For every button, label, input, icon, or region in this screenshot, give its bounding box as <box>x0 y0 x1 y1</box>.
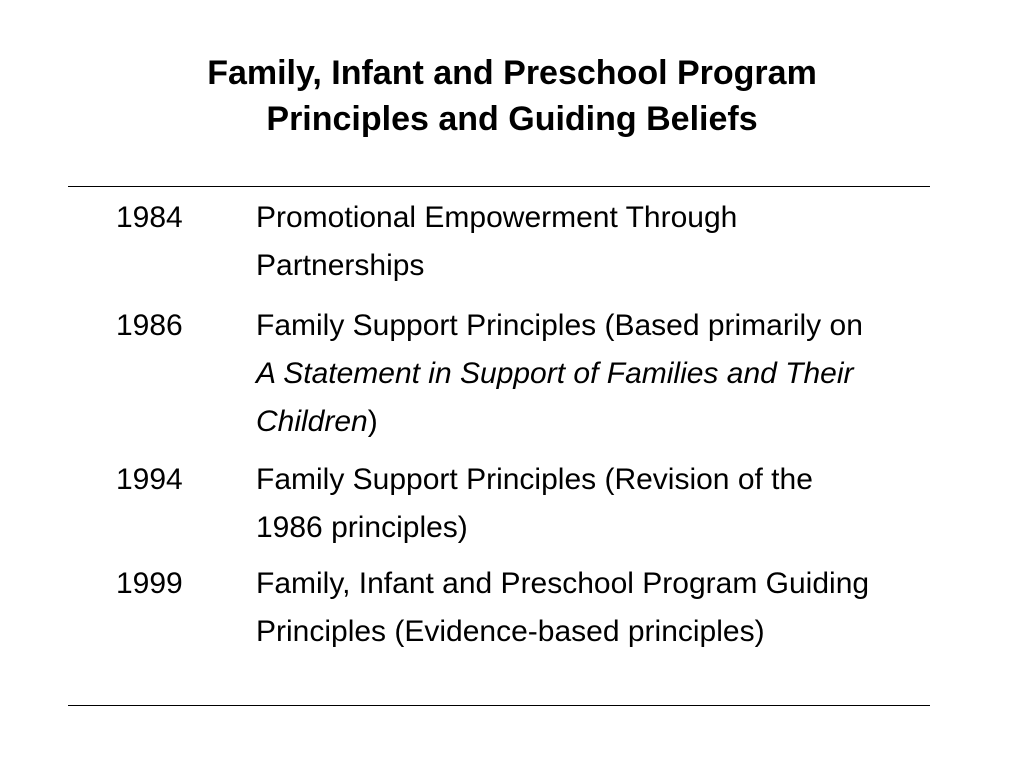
description-cell: Promotional Empowerment Through Partnerships <box>256 201 738 282</box>
table-top-rule <box>68 186 930 187</box>
table-row <box>68 456 930 560</box>
year-cell: 1984 <box>116 201 183 234</box>
description-text: Family Support Principles (Based primarily on <box>256 309 863 342</box>
publication-title: A Statement in Support of Families and Their Children <box>256 357 854 438</box>
table-row <box>68 302 930 456</box>
description-cell: Family Support Principles (Revision of the 1986 principles) <box>256 463 813 544</box>
description-text-end: ) <box>367 405 378 438</box>
year-cell: 1986 <box>116 309 183 342</box>
slide-title <box>62 50 962 142</box>
table-bottom-rule <box>68 705 930 706</box>
table-row <box>68 194 930 302</box>
table-row <box>68 560 930 710</box>
title-line-2: Principles and Guiding Beliefs <box>266 100 758 138</box>
title-line-1: Family, Infant and Preschool Program <box>207 54 817 92</box>
description-cell <box>256 302 886 446</box>
description-cell: Family, Infant and Preschool Program Guiding Principles (Evidence-based principles) <box>256 567 870 648</box>
year-cell: 1994 <box>116 463 183 496</box>
principles-table <box>68 194 930 710</box>
year-cell: 1999 <box>116 567 183 600</box>
